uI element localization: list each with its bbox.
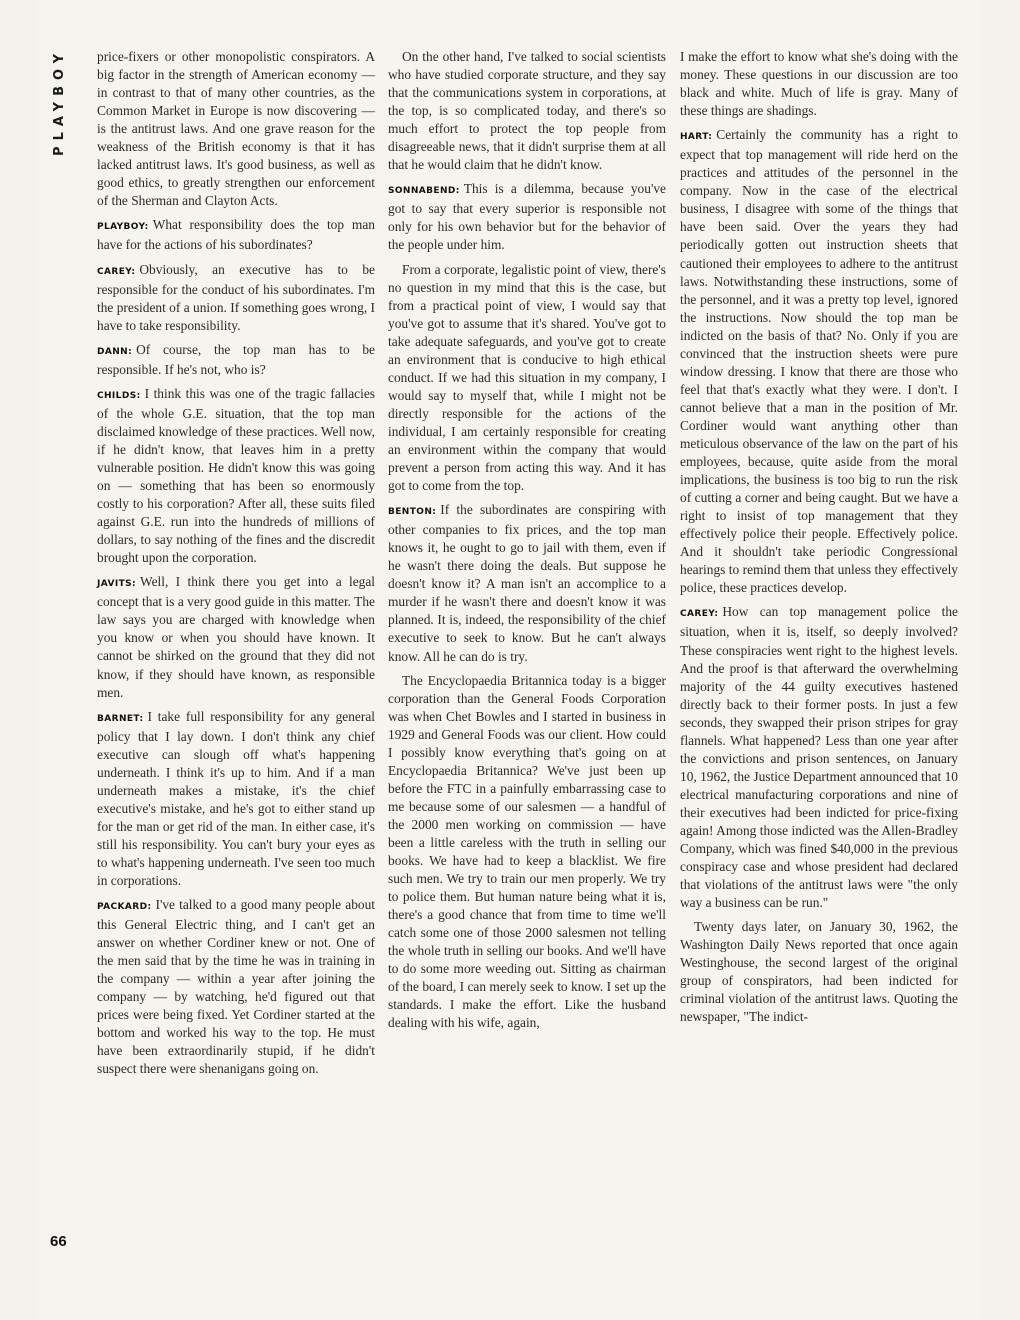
paragraph <box>680 918 958 1026</box>
speaker-label: BARNET: <box>97 713 144 724</box>
text-column-3 <box>680 48 958 1026</box>
paragraph-text: How can top management police the situation, when it is, itself, so deeply involved? These conspiracies went right to the highest levels. And the proof is that afterward the overwhelming majority of the 44 guilty executives hastened directly back to their former posts. In just a few seconds, they swapped their prison stripes for gray flannels. What happened? Less than one year after the convictions and prison sentences, on January 10, 1962, the Justice Department announced that 10 electrical manufacturing corporations and nine of their executives had been indicted for price-fixing again! Among those indicted was the Allen-Bradley Company, which was fined $40,000 in the previous conspiracy case and whose president had declared that violations of the antitrust laws were "the only way a business can be run." <box>680 604 958 911</box>
speaker-label: CHILDS: <box>97 390 141 401</box>
speaker-label: DANN: <box>97 346 133 357</box>
paragraph-text: price-fixers or other monopolistic conspirators. A big factor in the strength of American economy — in contrast to that of many other countries, as the Common Market in Europe is now discovering — is the antitrust laws. And one grave reason for the weakness of the British economy is that it has lacked antitrust laws. It's good business, as well as good ethics, to greatly strengthen our enforcement of the Sherman and Clayton Acts. <box>97 49 375 209</box>
paragraph-text: What responsibility does the top man have for the actions of his subordinates? <box>97 217 375 253</box>
paragraph-text: Twenty days later, on January 30, 1962, the Washington Daily News reported that once again Westinghouse, the second largest of the original group of conspirators, had been indicted for criminal violation of the antitrust laws. Quoting the newspaper, "The indict- <box>680 919 958 1025</box>
paragraph <box>388 261 666 496</box>
text-column-2 <box>388 48 666 1032</box>
speaker-label: CAREY: <box>680 609 719 620</box>
paragraph <box>388 180 666 254</box>
paragraph-text: From a corporate, legalistic point of view, there's no question in my mind that this is the case, but from a practical point of view, I would say that you've got to assume that it's shared. You've got to take adequate safeguards, and you've got to create an environment that is conducive to high ethical conduct. If we had this situation in my company, I would say to myself that, while I might not be directly responsible for the actions of the individual, I am certainly responsible for creating an environment within the company that would prevent a person from acting this way. And it has got to come from the top. <box>388 261 666 494</box>
paragraph <box>97 341 375 379</box>
speaker-label: SONNABEND: <box>388 186 460 197</box>
paragraph <box>680 603 958 912</box>
paragraph <box>97 573 375 701</box>
paragraph <box>97 385 375 567</box>
paragraph <box>97 708 375 890</box>
paragraph-text: Of course, the top man has to be responsible. If he's not, who is? <box>97 341 375 377</box>
paragraph <box>388 48 666 174</box>
paragraph-text: I think this was one of the tragic fallacies of the whole G.E. situation, that the top man disclaimed knowledge of these practices. Well now, if he didn't know, that leaves him in a pretty vulnerable position. He didn't know this was going on — something that has been so enormously costly to his corporation? After all, these suits filed against G.E. run into the hundreds of millions of dollars, to say nothing of the fines and the discredit brought upon the corporation. <box>97 385 375 566</box>
paragraph-text: I've talked to a good many people about this General Electric thing, and I can't get an answer on whether Cordiner knew or not. One of the men said that by the time he was in training in the company — within a year after joining the company — by watching, he'd figured out that prices were being fixed. Yet Cordiner started at the bottom and worked his way to the top. He must have been extraordinarily stupid, if he didn't suspect there were shenanigans going on. <box>97 897 375 1077</box>
paragraph <box>680 126 958 597</box>
paragraph-text: I take full responsibility for any general policy that I lay down. I don't think any chief executive can slough off what's happening underneath. I think it's up to him. And if a man underneath makes a mistake, it's the chief executive's mistake, and he's got to either stand up for the man or get rid of the man. In either case, it's still his responsibility. You can't bury your eyes as to what's happening underneath. I've seen too much in corporations. <box>97 708 375 889</box>
speaker-label: HART: <box>680 132 713 143</box>
paragraph <box>97 261 375 335</box>
paragraph-text: This is a dilemma, because you've got to say that every superior is responsible not only for his own behavior but for the behavior of the people under him. <box>388 181 666 253</box>
paragraph-text: If the subordinates are conspiring with other companies to fix prices, and the top man knows it, he ought to go to jail with them, even if he wasn't there doing the deals. But suppose he doesn't know it? A man isn't an accomplice to a murder if he wasn't there and doesn't know it was planned. It is, indeed, the responsibility of the chief executive to seek to know. But he can't always know. All he can do is try. <box>388 502 666 664</box>
paragraph-text: Certainly the community has a right to expect that top management will ride herd on the practices and attitudes of the personnel in the company. Now in the case of the electrical business, I disagree with some of the things that have been said. Over the years they had periodically gotten out instruction sheets that cautioned their employees to adhere to the antitrust laws. Notwithstanding these instructions, some of the personnel, and it was a pretty top level, ignored the instructions. Now should the top man be indicted on the basis of that? No. Only if you are convinced that the instruction sheets were pure window dressing. I know that there are those who feel that that's exactly what they were. I don't. I cannot believe that a man in the position of Mr. Cordiner would want anything other than meticulous observance of the law on the part of his employees, because, quite aside from the moral implications, the business is too big to run the risk of cutting a corner and being caught. But we have a right to insist of top management that they effectively police their people. Effectively police. And it shouldn't take periodic Congressional hearings to remind them that unless they effectively police, these practices develop. <box>680 127 958 596</box>
paragraph <box>97 216 375 254</box>
paragraph <box>388 672 666 1033</box>
page-number: 66 <box>50 1233 67 1250</box>
speaker-label: PACKARD: <box>97 902 152 913</box>
paragraph <box>680 48 958 120</box>
paragraph-text: The Encyclopaedia Britannica today is a bigger corporation than the General Foods Corporation was when Chet Bowles and I started in business in 1929 and General Foods was our client. How could I possibly know everything that's going on at Encyclopaedia Britannica? We've just been up before the FTC in a painfully embarrassing case to me because some of our salesmen — a handful of the 2000 men working on commission — have been a little careless with the truth in selling our books. We have had to keep a blacklist. We fire such men. We try to train our men properly. We try to police them. But human nature being what it is, there's a good chance that from time to time we'll catch some one of those 2000 salesmen not telling the whole truth in selling our books. And we'll have to do some more weeding out. Sitting as chairman of the board, I can merely seek to know. I set up the standards. I make the effort. Like the husband dealing with his wife, again, <box>388 672 666 1031</box>
speaker-label: JAVITS: <box>97 579 137 590</box>
speaker-label: BENTON: <box>388 507 437 518</box>
paragraph <box>388 501 666 665</box>
paragraph-text: I make the effort to know what she's doing with the money. These questions in our discussion are too black and white. Much of life is gray. Many of these things are shadings. <box>680 49 958 119</box>
running-head: PLAYBOY <box>52 48 67 156</box>
paragraph-text: Obviously, an executive has to be responsible for the conduct of his subordinates. I'm the president of a union. If something goes wrong, I have to take responsibility. <box>97 261 375 333</box>
paragraph <box>97 48 375 210</box>
speaker-label: PLAYBOY: <box>97 222 149 233</box>
text-column-1 <box>97 48 375 1079</box>
paragraph-text: On the other hand, I've talked to social scientists who have studied corporate structure, and they say that the communications system in corporations, at the top, is so complicated today, and there's so much effort to protect the top people from disagreeable news, that it didn't surprise them at all that he would claim that he didn't know. <box>388 49 666 173</box>
speaker-label: CAREY: <box>97 266 136 277</box>
paragraph <box>97 896 375 1078</box>
paragraph-text: Well, I think there you get into a legal concept that is a very good guide in this matter. The law says you are charged with knowledge when you know or when you should have known. It cannot be shirked on the ground that they did not know, if they should have known, as responsible men. <box>97 574 375 700</box>
